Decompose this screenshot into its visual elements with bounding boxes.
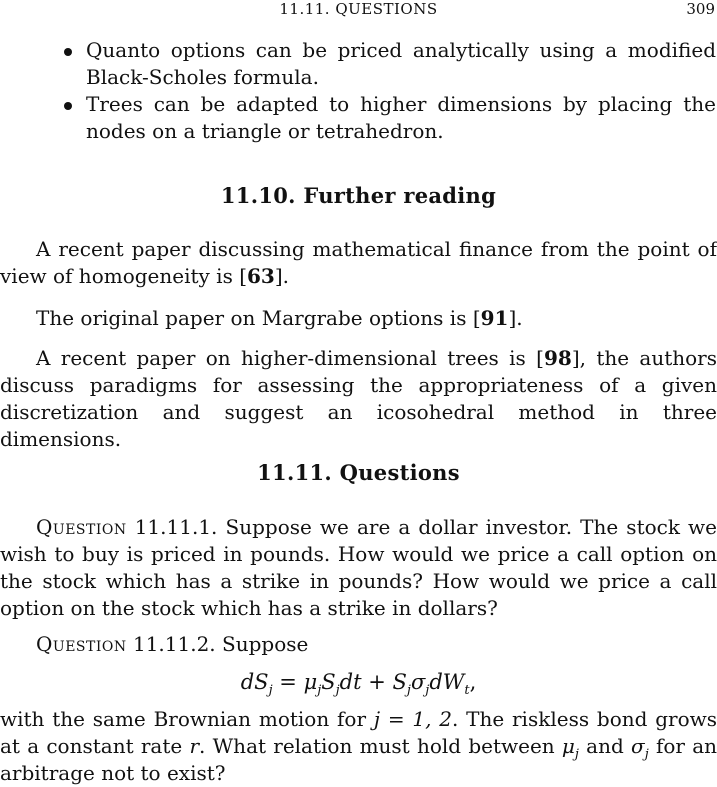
paragraph-text: ]. [274, 264, 290, 288]
rate-symbol: r [189, 734, 200, 758]
paragraph-margrabe [0, 305, 717, 332]
sde-equation: $dS_j = \mu_jS_jdt + S_j\sigma_jdW_t$, [240, 670, 477, 699]
question-text: . What relation must hold between [199, 734, 562, 758]
bullet-text: Quanto options can be priced analytically using a modified Black-Scholes formula. [86, 38, 716, 89]
question-text: for an arbitrage not to exist? [0, 734, 717, 785]
bullet-item [86, 91, 716, 145]
question-text: Suppose we are a dollar investor. The stock we wish to buy is priced in pounds. How would we price a call option on the stock which has a strike in pounds? How would we price a call option on the stock which has a strike in dollars? [0, 515, 717, 620]
index-range: j = 1, 2 [373, 707, 452, 731]
paragraph-higher-dim-trees [0, 345, 717, 453]
question-text: . The riskless bond grows at a constant rate [0, 707, 717, 758]
bullet-text: Trees can be adapted to higher dimensions by placing the nodes on a triangle or tetrahedron. [86, 92, 716, 143]
question-text: Suppose [222, 632, 309, 656]
sigma-symbol [631, 734, 649, 762]
mu-letter: μ [561, 734, 575, 758]
section-heading-questions: 11.11. Questions [257, 460, 460, 485]
question-number: 11.11.2. [132, 632, 216, 656]
section-heading-further-reading: 11.10. Further reading [220, 183, 497, 208]
question-text: and [578, 734, 632, 758]
paragraph-homogeneity [0, 236, 717, 290]
question-label: Question [36, 632, 127, 656]
bullet-item [86, 37, 716, 91]
paragraph-text: A recent paper on higher-dimensional trees is [ [36, 346, 544, 370]
question-2-continuation [0, 706, 717, 787]
question-1 [0, 514, 717, 622]
citation-link[interactable]: 98 [543, 346, 572, 370]
paragraph-text: ]. [508, 306, 523, 330]
summary-bullet-list [86, 37, 716, 145]
running-title: 11.11. QUESTIONS [279, 0, 438, 18]
page-number: 309 [686, 0, 715, 18]
paragraph-text: The original paper on Margrabe options is [ [36, 306, 481, 330]
question-label: Question [36, 515, 127, 539]
subscript: j [574, 747, 579, 762]
question-number: 11.11.1. [134, 515, 218, 539]
citation-link[interactable]: 63 [247, 264, 275, 288]
bullet-icon [64, 102, 72, 110]
paragraph-text: A recent paper discussing mathematical finance from the point of view of homogeneity is [ [0, 237, 717, 288]
paragraph-text: ], the authors discuss paradigms for assessing the appropriateness of a given discretization and suggest an icosohedral method in three dimensions. [0, 346, 717, 451]
subscript: j [644, 747, 649, 762]
question-2-intro [0, 631, 717, 658]
running-head [0, 0, 717, 20]
bullet-icon [64, 48, 72, 56]
mu-symbol [561, 734, 579, 762]
citation-link[interactable]: 91 [480, 306, 509, 330]
sigma-letter: σ [631, 734, 645, 758]
question-text: with the same Brownian motion for [0, 707, 374, 731]
